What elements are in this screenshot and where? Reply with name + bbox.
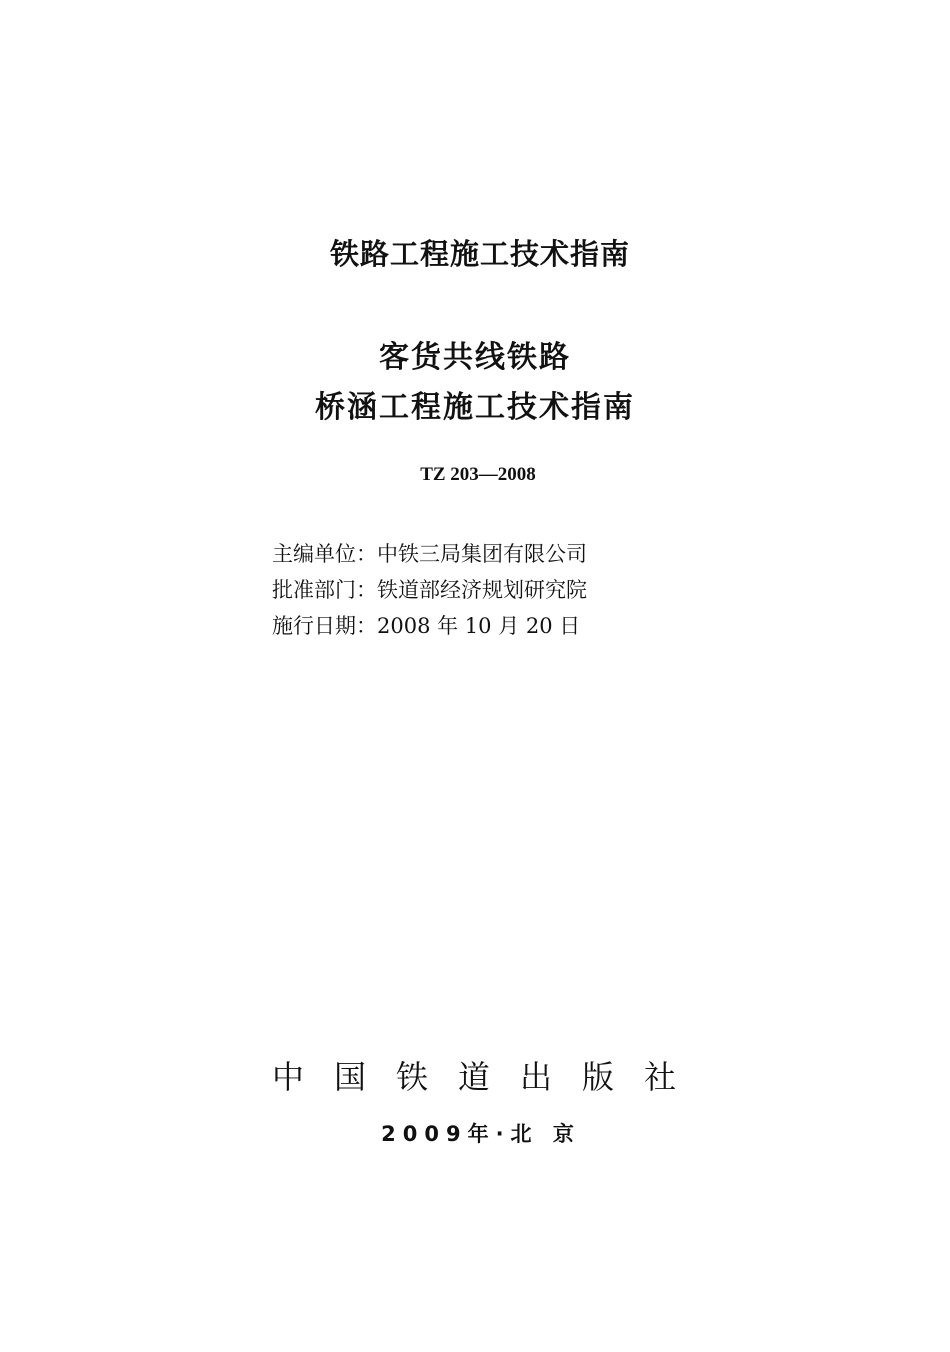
approver-label: 批准部门：: [272, 578, 377, 602]
main-title-line-1: 客货共线铁路: [379, 340, 571, 375]
editor-label: 主编单位：: [272, 542, 377, 566]
effective-date-value: 2008 年 10 月 20 日: [377, 614, 581, 638]
approver-row: [272, 572, 587, 608]
main-title-line-2: 桥涵工程施工技术指南: [315, 390, 635, 425]
effective-date-label: 施行日期：: [272, 614, 377, 638]
publication-date-place: 2009年·北 京: [381, 1122, 581, 1146]
editor-value: 中铁三局集团有限公司: [377, 542, 587, 566]
publisher-name: 中国铁道出版社: [271, 1058, 706, 1096]
standard-code: TZ 203—2008: [420, 464, 536, 485]
metadata-block: [272, 536, 587, 644]
series-title: 铁路工程施工技术指南: [329, 237, 630, 271]
editor-row: [272, 536, 587, 572]
effective-date-row: [272, 608, 587, 644]
approver-value: 铁道部经济规划研究院: [377, 578, 587, 602]
